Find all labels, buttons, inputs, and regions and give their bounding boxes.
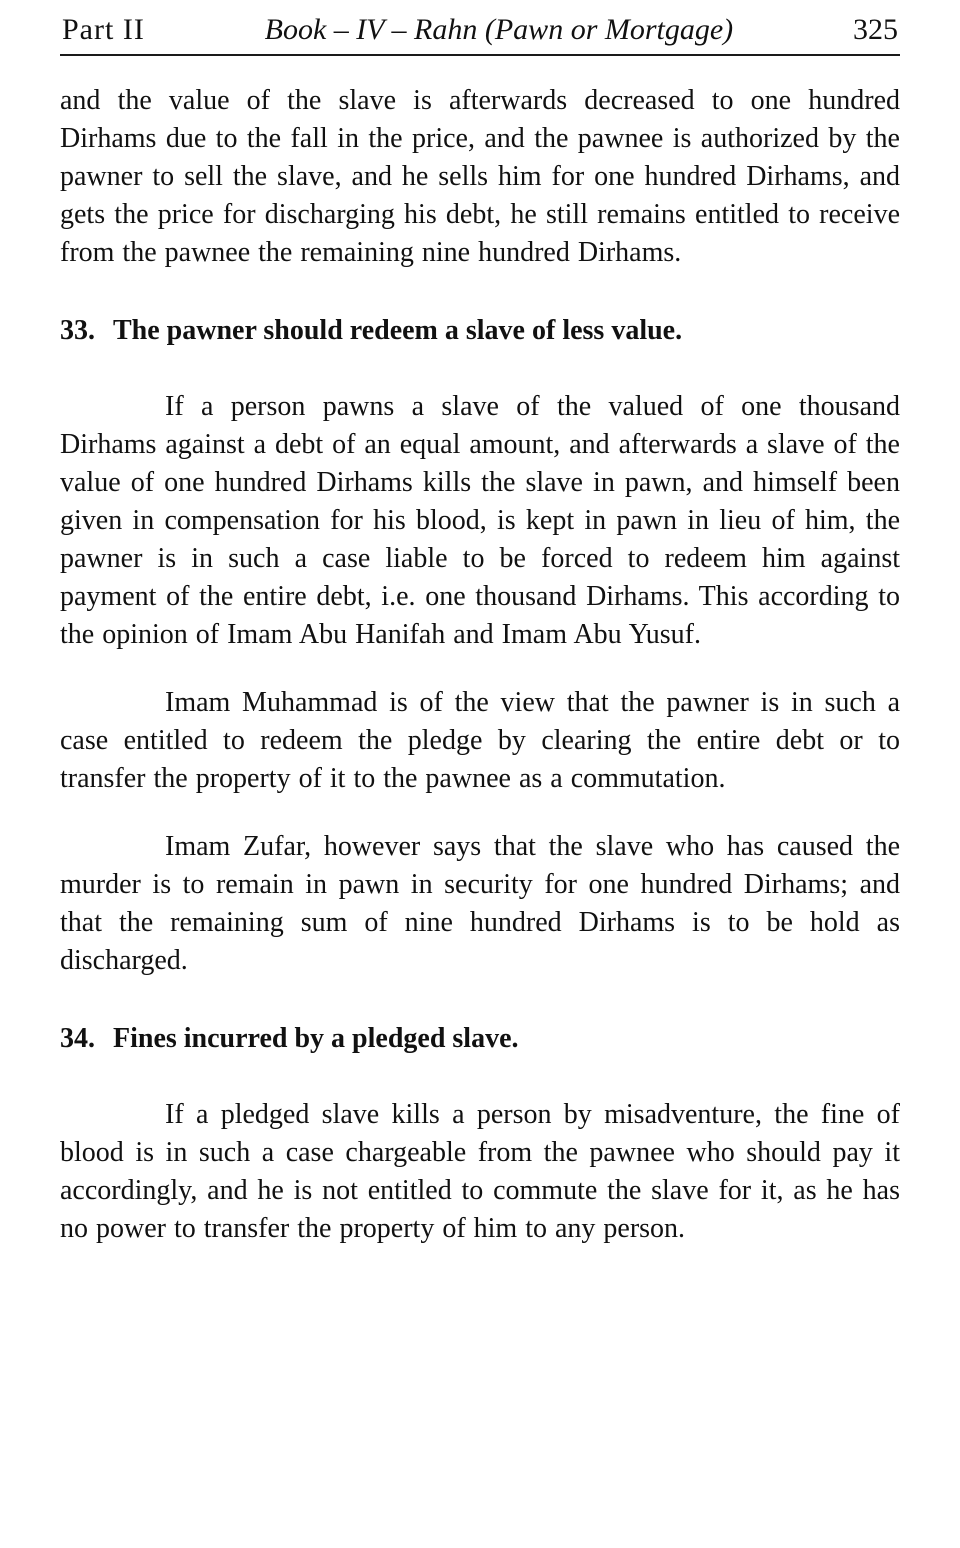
header-divider bbox=[60, 54, 900, 56]
header-part-label: Part II bbox=[62, 13, 145, 46]
paragraph: If a pledged slave kills a person by misadventure, the fine of blood is in such a case chargeable from the pawnee who should pay it accordingly, and he is not entitled to commute the slave for it, as he has no power to transfer the property of him to any person. bbox=[60, 1099, 900, 1244]
section-heading-33 bbox=[60, 312, 900, 350]
section-number: 33. bbox=[60, 315, 95, 346]
section-title: The pawner should redeem a slave of less value. bbox=[113, 315, 683, 346]
section-title: Fines incurred by a pledged slave. bbox=[113, 1023, 519, 1054]
paragraph-continuation: and the value of the slave is afterwards decreased to one hundred Dirhams due to the fall in the price, and the pawnee is authorized by the pawner to sell the slave, and he sells him for one hundred Dirhams, and gets the price for discharging his debt, he still remains entitled to receive from the pawnee the remaining nine hundred Dirhams. bbox=[60, 85, 900, 268]
header-page-number: 325 bbox=[853, 13, 898, 46]
section-heading-34 bbox=[60, 1020, 900, 1058]
page-header bbox=[60, 10, 900, 54]
page-body bbox=[60, 82, 900, 1248]
paragraph: Imam Zufar, however says that the slave who has caused the murder is to remain in pawn in security for one hundred Dirhams; and that the remaining sum of nine hundred Dirhams is to be hold as discharged. bbox=[60, 831, 900, 976]
paragraph: Imam Muhammad is of the view that the pawner is in such a case entitled to redeem the pledge by clearing the entire debt or to transfer the property of it to the pawnee as a commutation. bbox=[60, 687, 900, 794]
section-number: 34. bbox=[60, 1023, 95, 1054]
paragraph: If a person pawns a slave of the valued of one thousand Dirhams against a debt of an equal amount, and afterwards a slave of the value of one hundred Dirhams kills the slave in pawn, and himself been given in compensation for his blood, is kept in pawn in lieu of him, the pawner is in such a case liable to be forced to redeem him against payment of the entire debt, i.e. one thousand Dirhams. This according to the opinion of Imam Abu Hanifah and Imam Abu Yusuf. bbox=[60, 391, 900, 650]
header-book-title: Book – IV – Rahn (Pawn or Mortgage) bbox=[264, 13, 734, 46]
